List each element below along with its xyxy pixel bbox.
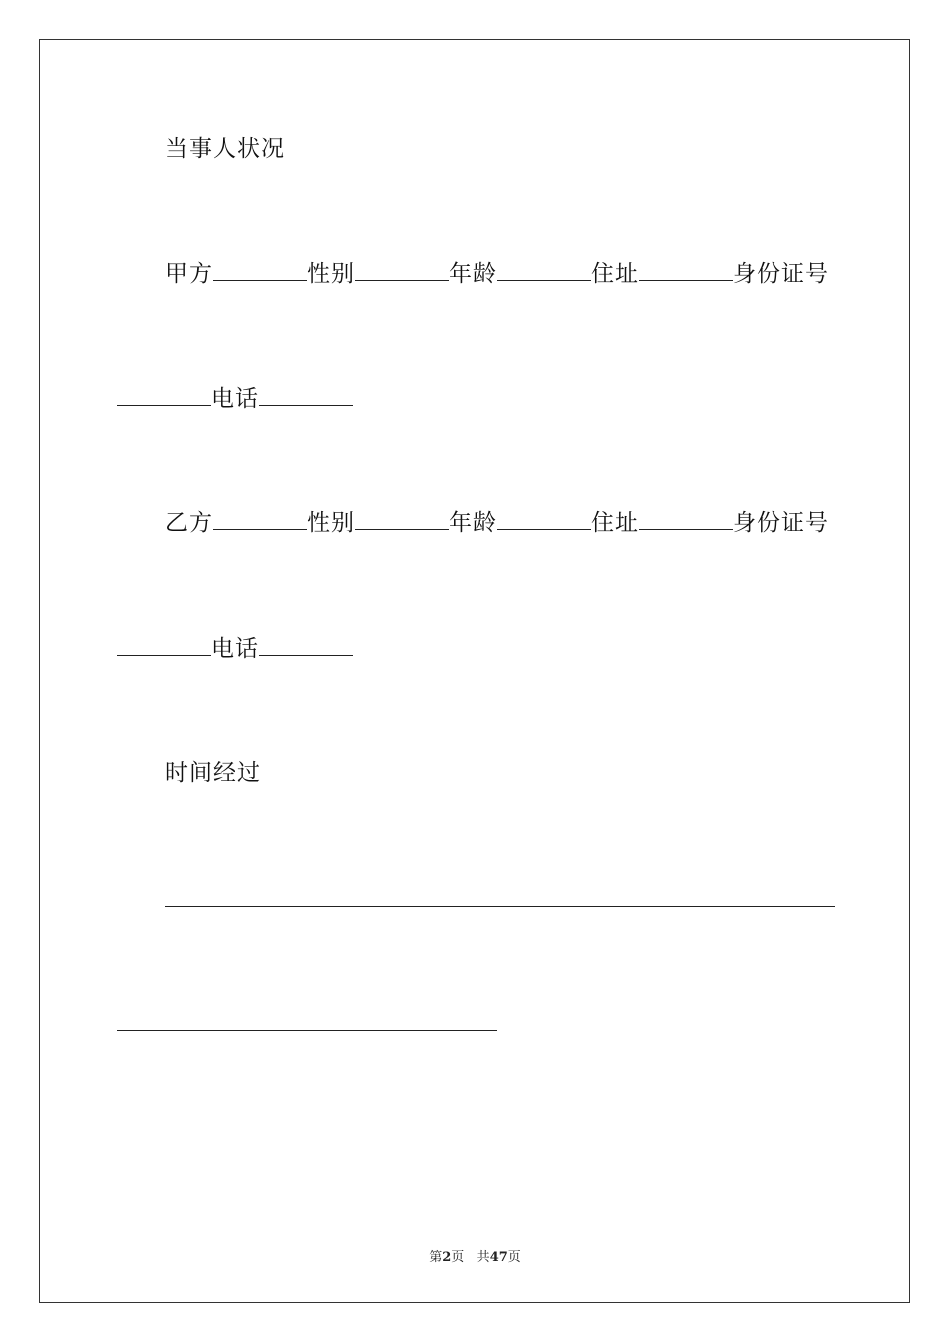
footer-total-prefix: 共 xyxy=(476,1250,490,1265)
party-b-gender-blank[interactable] xyxy=(355,507,449,530)
party-a-id-label: 身份证号 xyxy=(733,261,829,287)
party-a-age-blank[interactable] xyxy=(497,258,591,281)
footer-total-pages: 47 xyxy=(489,1250,508,1265)
party-a-gender-blank[interactable] xyxy=(355,258,449,281)
party-a-address-blank[interactable] xyxy=(639,258,733,281)
party-b-id-label: 身份证号 xyxy=(733,510,829,536)
party-a-phone-blank[interactable] xyxy=(259,383,353,406)
page-border xyxy=(39,39,910,1303)
section-heading-parties: 当事人状况 xyxy=(165,136,285,162)
party-a-name-blank[interactable] xyxy=(213,258,307,281)
section-heading-events: 时间经过 xyxy=(165,760,261,786)
party-b-label: 乙方 xyxy=(165,510,213,536)
party-a-address-label: 住址 xyxy=(591,261,639,287)
party-b-row-2 xyxy=(117,633,353,664)
page-footer xyxy=(0,1246,950,1265)
party-b-address-blank[interactable] xyxy=(639,507,733,530)
party-b-phone-blank[interactable] xyxy=(259,633,353,656)
party-a-id-blank[interactable] xyxy=(117,383,211,406)
party-a-label: 甲方 xyxy=(165,261,213,287)
party-b-age-label: 年龄 xyxy=(449,510,497,536)
events-blank-line-1[interactable] xyxy=(165,906,835,907)
footer-page-prefix: 第 xyxy=(429,1250,443,1265)
party-b-row xyxy=(165,507,829,538)
party-b-age-blank[interactable] xyxy=(497,507,591,530)
party-b-name-blank[interactable] xyxy=(213,507,307,530)
party-b-phone-label: 电话 xyxy=(211,636,259,662)
footer-page-unit: 页 xyxy=(451,1250,465,1265)
party-a-row-2 xyxy=(117,383,353,414)
party-a-age-label: 年龄 xyxy=(449,261,497,287)
events-blank-line-2[interactable] xyxy=(117,1030,497,1031)
footer-total-unit: 页 xyxy=(507,1250,521,1265)
party-a-phone-label: 电话 xyxy=(211,386,259,412)
party-b-id-blank[interactable] xyxy=(117,633,211,656)
party-b-gender-label: 性别 xyxy=(307,510,355,536)
footer-page-number: 2 xyxy=(442,1250,452,1265)
party-b-address-label: 住址 xyxy=(591,510,639,536)
party-a-row xyxy=(165,258,829,289)
party-a-gender-label: 性别 xyxy=(307,261,355,287)
